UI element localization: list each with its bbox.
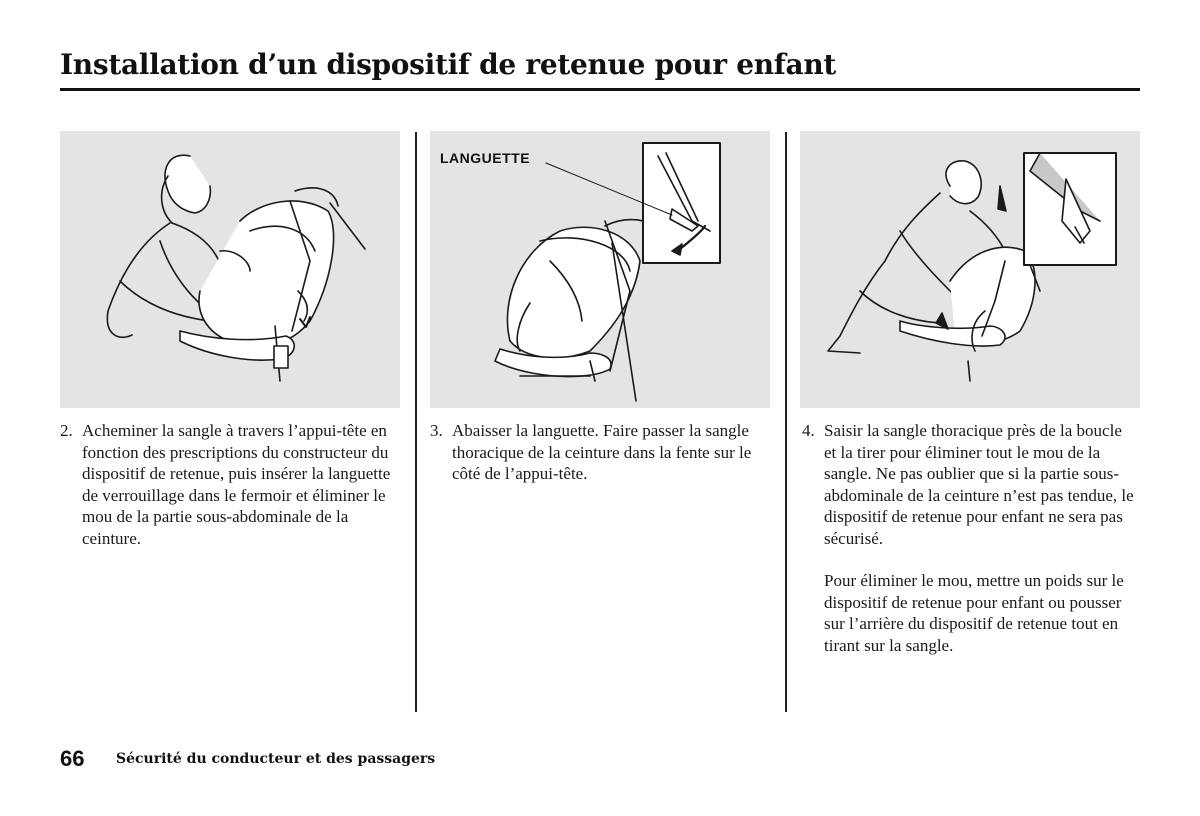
- step-paragraph: Acheminer la sangle à travers l’appui-tête en fonction des prescriptions du constructeur du dispositif de retenue, puis insérer la languette de verrouillage dans le fermoir et éliminer le mou de la partie sous-abdominale de la ceinture.: [82, 421, 391, 548]
- step-3-text: [430, 420, 766, 506]
- step-number: 4.: [802, 421, 815, 440]
- callout-languette: LANGUETTE: [440, 150, 531, 166]
- step-number: 3.: [430, 421, 443, 440]
- column-divider: [785, 132, 787, 712]
- illustration-lower-tab: [430, 131, 770, 408]
- page-number: 66: [60, 746, 85, 771]
- step-paragraph: Pour éliminer le mou, mettre un poids sur le dispositif de retenue pour enfant ou pousser sur l’arrière du dispositif de retenue tout en tirant sur la sangle.: [824, 571, 1124, 655]
- step-4-text: [802, 420, 1138, 677]
- section-footer: Sécurité du conducteur et des passagers: [116, 751, 436, 767]
- title-rule: [60, 88, 1140, 91]
- step-paragraph: Saisir la sangle thoracique près de la boucle et la tirer pour éliminer tout le mou de la sangle. Ne pas oublier que si la partie sous-abdominale de la ceinture n’est pas tendue, le dispositif de retenue pour enfant ne sera pas sécurisé.: [824, 421, 1134, 548]
- step-paragraph: Abaisser la languette. Faire passer la sangle thoracique de la ceinture dans la fente sur le côté de l’appui-tête.: [452, 421, 752, 483]
- illustration-tighten-belt: [800, 131, 1140, 408]
- column-divider: [415, 132, 417, 712]
- page-title: Installation d’un dispositif de retenue pour enfant: [60, 48, 837, 81]
- step-number: 2.: [60, 421, 73, 440]
- step-2-text: [60, 420, 396, 570]
- illustration-install-seat: [60, 131, 400, 408]
